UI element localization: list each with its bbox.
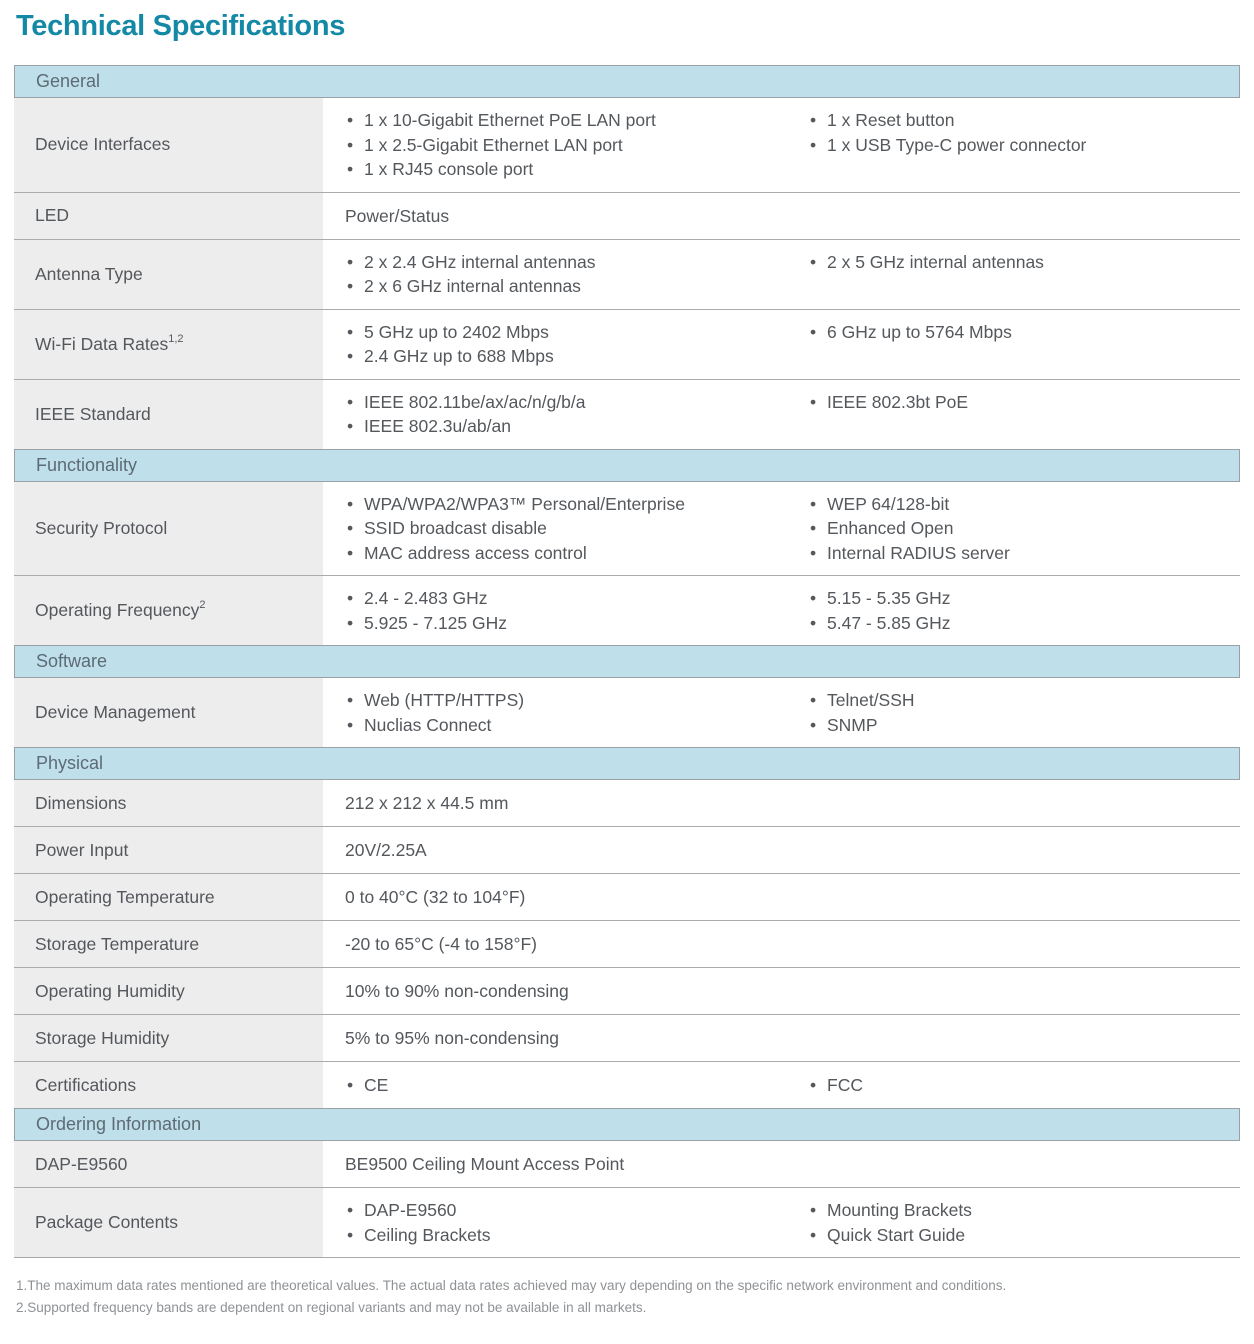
row-label xyxy=(14,1188,323,1257)
row-label-footnote-ref: 2 xyxy=(199,599,206,612)
section-header-ordering-information xyxy=(14,1108,1240,1141)
row-value-text: 10% to 90% non-condensing xyxy=(345,981,569,1001)
spec-row-storage-humidity xyxy=(14,1014,1240,1061)
section-title: General xyxy=(36,71,101,91)
row-label-text: Operating Temperature xyxy=(35,886,215,907)
spec-bullet: • 1 x Reset button xyxy=(808,108,1230,133)
row-value xyxy=(323,380,1240,449)
bullet-list-left xyxy=(345,320,808,369)
spec-bullet: • 5.15 - 5.35 GHz xyxy=(808,586,1230,611)
page-title: Technical Specifications xyxy=(16,10,346,42)
row-label xyxy=(14,98,323,192)
row-label-text: Package Contents xyxy=(35,1212,179,1232)
bullet-list-right xyxy=(808,108,1230,157)
row-value xyxy=(323,576,1240,645)
section-header-general xyxy=(14,65,1240,98)
row-label-text: Device Management xyxy=(35,702,196,722)
row-value xyxy=(323,193,1240,239)
bullet-list-left xyxy=(345,586,808,635)
bullet-list-right xyxy=(808,688,1230,737)
row-label xyxy=(14,576,323,645)
bullet-columns xyxy=(345,320,1230,369)
bullet-columns xyxy=(345,688,1230,737)
row-label xyxy=(14,874,323,920)
row-label xyxy=(14,1141,323,1187)
bullet-columns xyxy=(345,250,1230,299)
row-value xyxy=(323,240,1240,309)
row-label xyxy=(14,310,323,379)
row-value xyxy=(323,98,1240,192)
spec-bullet: • Enhanced Open xyxy=(808,516,1230,541)
bullet-list-left xyxy=(345,250,808,299)
bullet-list-left xyxy=(345,1073,808,1098)
row-value-text: 0 to 40°C (32 to 104°F) xyxy=(345,887,526,907)
row-label-text: Power Input xyxy=(35,839,129,860)
spec-row-package-contents xyxy=(14,1187,1240,1257)
spec-row-dimensions xyxy=(14,780,1240,826)
footnote: 1.The maximum data rates mentioned are theoretical values. The actual data rates achieved may vary depending on the specific network environment and conditions. xyxy=(16,1278,1007,1293)
section-header-functionality xyxy=(14,449,1240,482)
spec-bullet: • Quick Start Guide xyxy=(808,1223,1230,1248)
row-label-text: LED xyxy=(35,205,70,225)
row-label xyxy=(14,827,323,873)
spec-bullet: • IEEE 802.3u/ab/an xyxy=(345,414,808,439)
bullet-columns xyxy=(345,108,1230,182)
row-label-text: IEEE Standard xyxy=(35,403,151,424)
spec-bullet: • 5 GHz up to 2402 Mbps xyxy=(345,320,808,345)
row-label-text: Wi-Fi Data Rates xyxy=(35,333,169,354)
bullet-columns xyxy=(345,1073,1230,1098)
row-value xyxy=(323,968,1240,1014)
row-label xyxy=(14,193,323,239)
bullet-list-left xyxy=(345,1198,808,1247)
spec-bullet: • MAC address access control xyxy=(345,541,808,566)
row-value xyxy=(323,310,1240,379)
bullet-list-right xyxy=(808,390,1230,415)
row-label-text: Dimensions xyxy=(35,792,127,813)
bullet-list-left xyxy=(345,390,808,439)
bullet-list-right xyxy=(808,492,1230,566)
row-value xyxy=(323,1188,1240,1257)
row-label-text: Storage Humidity xyxy=(35,1027,170,1048)
section-header-physical xyxy=(14,747,1240,780)
bullet-list-right xyxy=(808,1198,1230,1247)
row-label xyxy=(14,968,323,1014)
row-label xyxy=(14,240,323,309)
spec-row-led xyxy=(14,192,1240,239)
section-header-software xyxy=(14,645,1240,678)
row-value xyxy=(323,1015,1240,1061)
row-value xyxy=(323,1141,1240,1187)
row-value-text: 212 x 212 x 44.5 mm xyxy=(345,793,509,813)
spec-bullet: • 5.47 - 5.85 GHz xyxy=(808,611,1230,636)
spec-row-security-protocol xyxy=(14,482,1240,576)
row-label-text: Operating Frequency xyxy=(35,600,200,620)
spec-bullet: • 2 x 5 GHz internal antennas xyxy=(808,250,1230,275)
spec-bullet: • Nuclias Connect xyxy=(345,713,808,738)
spec-bullet: • IEEE 802.11be/ax/ac/n/g/b/a xyxy=(345,390,808,415)
row-label xyxy=(14,921,323,967)
spec-row-device-interfaces xyxy=(14,98,1240,192)
row-value xyxy=(323,921,1240,967)
spec-bullet: • 1 x RJ45 console port xyxy=(345,157,808,182)
spec-bullet: • WEP 64/128-bit xyxy=(808,492,1230,517)
spec-row-operating-temperature xyxy=(14,873,1240,920)
spec-row-dap-e9560 xyxy=(14,1141,1240,1187)
row-value-text: -20 to 65°C (-4 to 158°F) xyxy=(345,934,537,954)
footnotes xyxy=(16,1275,1240,1318)
spec-bullet: • 2.4 - 2.483 GHz xyxy=(345,586,808,611)
spec-row-operating-humidity xyxy=(14,967,1240,1014)
bullet-list-left xyxy=(345,688,808,737)
row-label-text: Device Interfaces xyxy=(35,134,171,155)
row-label xyxy=(14,380,323,449)
spec-bullet: • SSID broadcast disable xyxy=(345,516,808,541)
bullet-columns xyxy=(345,390,1230,439)
row-value xyxy=(323,780,1240,826)
bullet-list-right xyxy=(808,320,1230,345)
spec-row-certifications xyxy=(14,1061,1240,1108)
row-value xyxy=(323,874,1240,920)
row-label xyxy=(14,1015,323,1061)
spec-row-antenna-type xyxy=(14,239,1240,309)
spec-row-operating-frequency xyxy=(14,575,1240,645)
bullet-list-left xyxy=(345,492,808,566)
spec-table xyxy=(14,65,1240,1258)
spec-bullet: • 1 x 2.5-Gigabit Ethernet LAN port xyxy=(345,133,808,158)
spec-bullet: • CE xyxy=(345,1073,808,1098)
row-label xyxy=(14,482,323,576)
row-label-text: Operating Humidity xyxy=(35,980,185,1001)
spec-row-storage-temperature xyxy=(14,920,1240,967)
bullet-columns xyxy=(345,492,1230,566)
spec-bullet: • Ceiling Brackets xyxy=(345,1223,808,1248)
spec-bullet: • IEEE 802.3bt PoE xyxy=(808,390,1230,415)
spec-row-device-management xyxy=(14,678,1240,747)
bullet-list-left xyxy=(345,108,808,182)
spec-bullet: • WPA/WPA2/WPA3™ Personal/Enterprise xyxy=(345,492,808,517)
row-value-text: Power/Status xyxy=(345,205,450,226)
bullet-columns xyxy=(345,1198,1230,1247)
spec-bullet: • Web (HTTP/HTTPS) xyxy=(345,688,808,713)
row-value-text: 5% to 95% non-condensing xyxy=(345,1028,560,1048)
row-label-text: Storage Temperature xyxy=(35,933,200,954)
row-value xyxy=(323,482,1240,576)
row-label xyxy=(14,780,323,826)
spec-bullet: • 2 x 6 GHz internal antennas xyxy=(345,274,808,299)
bullet-list-right xyxy=(808,586,1230,635)
row-label-footnote-ref: 1,2 xyxy=(168,332,184,345)
row-value-text: 20V/2.25A xyxy=(345,840,427,860)
row-label-text: Antenna Type xyxy=(35,263,143,284)
row-label xyxy=(14,1062,323,1108)
spec-row-power-input xyxy=(14,826,1240,873)
spec-row-ieee-standard xyxy=(14,379,1240,449)
spec-bullet: • Telnet/SSH xyxy=(808,688,1230,713)
spec-bullet: • 2.4 GHz up to 688 Mbps xyxy=(345,344,808,369)
spec-bullet: • Internal RADIUS server xyxy=(808,541,1230,566)
section-title: Physical xyxy=(36,753,104,773)
spec-bullet: • SNMP xyxy=(808,713,1230,738)
section-title: Functionality xyxy=(36,454,138,475)
spec-row-wi-fi-data-rates xyxy=(14,309,1240,379)
bullet-list-right xyxy=(808,250,1230,275)
spec-bullet: • 2 x 2.4 GHz internal antennas xyxy=(345,250,808,275)
spec-bullet: • Mounting Brackets xyxy=(808,1198,1230,1223)
spec-bullet: • 1 x USB Type-C power connector xyxy=(808,133,1230,158)
bullet-columns xyxy=(345,586,1230,635)
spec-bullet: • 1 x 10-Gigabit Ethernet PoE LAN port xyxy=(345,108,808,133)
row-label-text: DAP-E9560 xyxy=(35,1153,128,1174)
section-title: Software xyxy=(36,651,108,671)
row-label-text: Certifications xyxy=(35,1074,137,1095)
spec-bullet: • DAP-E9560 xyxy=(345,1198,808,1223)
row-value-text: BE9500 Ceiling Mount Access Point xyxy=(345,1154,625,1174)
row-label-text: Security Protocol xyxy=(35,517,168,538)
row-label xyxy=(14,678,323,747)
spec-bullet: • 5.925 - 7.125 GHz xyxy=(345,611,808,636)
row-value xyxy=(323,678,1240,747)
bullet-list-right xyxy=(808,1073,1230,1098)
spec-bullet: • FCC xyxy=(808,1073,1230,1098)
row-value xyxy=(323,1062,1240,1108)
section-title: Ordering Information xyxy=(36,1114,202,1134)
footnote: 2.Supported frequency bands are dependent on regional variants and may not be available in all markets. xyxy=(16,1299,647,1315)
row-value xyxy=(323,827,1240,873)
spec-bullet: • 6 GHz up to 5764 Mbps xyxy=(808,320,1230,345)
